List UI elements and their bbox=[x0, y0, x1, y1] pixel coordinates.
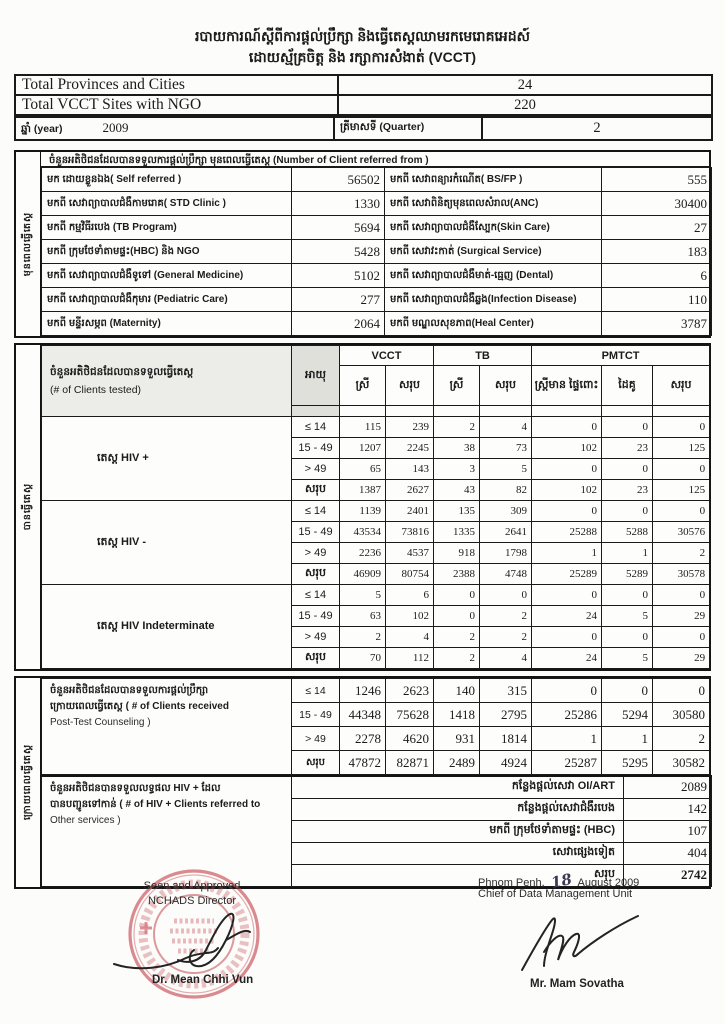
referred-row bbox=[42, 216, 712, 240]
tested-value: 2 bbox=[480, 606, 532, 627]
posttest-value: 2 bbox=[653, 727, 710, 751]
tested-value: 2245 bbox=[386, 438, 434, 459]
posttest-value: 4924 bbox=[480, 751, 532, 775]
age-cell: > 49 bbox=[292, 459, 340, 480]
subheader-tb-total: សរុប bbox=[480, 366, 532, 406]
posttest-value: 30582 bbox=[653, 751, 710, 775]
posttest-value: 2489 bbox=[434, 751, 480, 775]
summary-table bbox=[14, 74, 713, 116]
tested-row bbox=[42, 417, 710, 438]
tested-value: 4 bbox=[480, 648, 532, 669]
table-row bbox=[15, 117, 712, 140]
tested-value: 25289 bbox=[532, 564, 602, 585]
referred-value-left: 1330 bbox=[292, 192, 385, 216]
tested-value: 0 bbox=[602, 627, 653, 648]
posttest-value: 1814 bbox=[480, 727, 532, 751]
referred-label-right: មកពី សេវាវះកាត់ (Surgical Service) bbox=[385, 240, 602, 264]
tested-value: 65 bbox=[340, 459, 386, 480]
tested-value: 5 bbox=[480, 459, 532, 480]
posttest-label-line3: Post-Test Counseling ) bbox=[50, 717, 151, 728]
age-cell: សរុប bbox=[292, 480, 340, 501]
tested-value: 5 bbox=[340, 585, 386, 606]
posttest-label-line2: ក្រោយពេលធ្វើតេស្ត ( # of Clients received bbox=[50, 701, 229, 712]
tested-value: 112 bbox=[386, 648, 434, 669]
tested-value: 0 bbox=[532, 417, 602, 438]
age-cell: ≤ 14 bbox=[292, 679, 340, 703]
tested-value: 43 bbox=[434, 480, 480, 501]
tested-value: 6 bbox=[386, 585, 434, 606]
tested-value: 38 bbox=[434, 438, 480, 459]
posttest-value: 1 bbox=[602, 727, 653, 751]
tested-value: 4 bbox=[386, 627, 434, 648]
posttest-value: 1246 bbox=[340, 679, 386, 703]
year-value: 2009 bbox=[102, 119, 129, 135]
posttest-side-label: ក្រោយពេលធ្វើតេស្ត bbox=[16, 678, 41, 887]
referred-from-section bbox=[14, 150, 711, 338]
tested-value: 0 bbox=[532, 459, 602, 480]
tested-value: 2 bbox=[480, 627, 532, 648]
referred-label-right: មកពី សេវាព្យាបាលជំងឺឆ្លង(Infection Disease) bbox=[385, 288, 602, 312]
tested-value: 3 bbox=[434, 459, 480, 480]
referred-label-left: មកពី សេវាព្យាបាលជំងឺទូទៅ (General Medicine) bbox=[42, 264, 292, 288]
referred-label-left: មក ដោយខ្លួនឯង( Self referred ) bbox=[42, 168, 292, 192]
tested-value: 2 bbox=[434, 417, 480, 438]
tested-value: 115 bbox=[340, 417, 386, 438]
year-label: ឆ្នាំ (year) bbox=[21, 122, 63, 135]
tested-value: 0 bbox=[653, 459, 710, 480]
director-signature bbox=[108, 906, 288, 978]
tested-value: 1798 bbox=[480, 543, 532, 564]
age-cell: សរុប bbox=[292, 564, 340, 585]
referred-table bbox=[41, 167, 712, 336]
referred-out-value: 404 bbox=[624, 842, 712, 864]
age-cell: > 49 bbox=[292, 727, 340, 751]
referred-out-label-line3: Other services ) bbox=[50, 815, 121, 826]
tested-side-label: បានធ្វើតេស្ត bbox=[16, 345, 41, 669]
referred-out-label: សេវាផ្សេងទៀត bbox=[292, 842, 624, 864]
referred-row bbox=[42, 312, 712, 336]
date-rest-text: August 2009 bbox=[577, 877, 640, 889]
place-text: Phnom Penh, bbox=[478, 877, 545, 889]
referred-value-right: 30400 bbox=[602, 192, 712, 216]
referred-value-left: 56502 bbox=[292, 168, 385, 192]
subheader-tb-female: ស្រី bbox=[434, 366, 480, 406]
age-cell: 15 - 49 bbox=[292, 703, 340, 727]
posttest-value: 315 bbox=[480, 679, 532, 703]
tested-title-en: (# of Clients tested) bbox=[50, 384, 142, 396]
tested-value: 0 bbox=[602, 501, 653, 522]
tested-value: 0 bbox=[653, 501, 710, 522]
tested-value: 23 bbox=[602, 480, 653, 501]
age-cell: សរុប bbox=[292, 751, 340, 775]
group-header-tb: TB bbox=[434, 346, 532, 366]
chief-name: Mr. Mam Sovatha bbox=[530, 978, 624, 990]
referred-value-right: 183 bbox=[602, 240, 712, 264]
posttest-value: 1 bbox=[532, 727, 602, 751]
referred-out-label: កន្លែងផ្តល់សេវាជំងឺរបេង bbox=[292, 798, 624, 820]
tested-value: 239 bbox=[386, 417, 434, 438]
posttest-value: 0 bbox=[532, 679, 602, 703]
tested-value: 0 bbox=[532, 501, 602, 522]
tested-value: 30576 bbox=[653, 522, 710, 543]
period-table bbox=[14, 116, 713, 141]
referred-row bbox=[42, 192, 712, 216]
tested-value: 1 bbox=[532, 543, 602, 564]
tested-value: 125 bbox=[653, 480, 710, 501]
tested-section bbox=[14, 343, 711, 671]
referred-label-left: មកពី កម្មវិធីរបេង (TB Program) bbox=[42, 216, 292, 240]
tested-value: 4537 bbox=[386, 543, 434, 564]
subheader-pmtct-total: សរុប bbox=[653, 366, 710, 406]
tested-value: 0 bbox=[653, 417, 710, 438]
tested-value: 1 bbox=[602, 543, 653, 564]
tested-title-km: ចំនួនអតិថិជនដែលបានទទួលធ្វើតេស្ត bbox=[50, 366, 194, 378]
age-cell: សរុប bbox=[292, 648, 340, 669]
referred-out-value: 107 bbox=[624, 820, 712, 842]
referred-out-row bbox=[42, 776, 712, 798]
subheader-pmtct-pregnant: ស្ត្រីមាន ផ្ទៃពោះ bbox=[532, 366, 602, 406]
tested-value: 2236 bbox=[340, 543, 386, 564]
tested-table bbox=[41, 345, 710, 669]
age-cell: ≤ 14 bbox=[292, 417, 340, 438]
tested-value: 29 bbox=[653, 648, 710, 669]
chief-signature bbox=[512, 908, 652, 978]
posttest-value: 25286 bbox=[532, 703, 602, 727]
tested-value: 82 bbox=[480, 480, 532, 501]
referred-label-right: មកពី សេវាព្យាបាលជំងឺមាត់-ធ្មេញ (Dental) bbox=[385, 264, 602, 288]
referred-label-left: មកពី ក្រុមថែទាំតាមផ្ទះ(HBC) និង NGO bbox=[42, 240, 292, 264]
tested-value: 2 bbox=[434, 627, 480, 648]
seen-approved-text: Seen and Approved bbox=[143, 880, 241, 892]
tested-value: 4 bbox=[480, 417, 532, 438]
group-header-pmtct: PMTCT bbox=[532, 346, 710, 366]
tested-section-label: តេស្ត HIV Indeterminate bbox=[42, 585, 292, 669]
tested-value: 24 bbox=[532, 606, 602, 627]
referred-out-label: មកពី ក្រុមថែទាំតាមផ្ទះ (HBC) bbox=[292, 820, 624, 842]
referred-out-value: 142 bbox=[624, 798, 712, 820]
quarter-label: ត្រីមាសទី (Quarter) bbox=[334, 117, 482, 140]
referred-label-right: មកពី សេវាព្យាបាលជំងឺស្បែក(Skin Care) bbox=[385, 216, 602, 240]
referred-out-label: កន្លែងផ្តល់សេវា OI/ART bbox=[292, 776, 624, 798]
age-cell: ≤ 14 bbox=[292, 585, 340, 606]
tested-value: 0 bbox=[602, 459, 653, 480]
referred-value-left: 5694 bbox=[292, 216, 385, 240]
handwritten-day: 18 bbox=[549, 870, 574, 892]
tested-value: 143 bbox=[386, 459, 434, 480]
referred-label-right: មកពី សេវាពិនិត្យមុនពេលសំរាល(ANC) bbox=[385, 192, 602, 216]
tested-value: 2641 bbox=[480, 522, 532, 543]
referred-row bbox=[42, 264, 712, 288]
posttest-value: 0 bbox=[602, 679, 653, 703]
total-sites-value: 220 bbox=[338, 95, 712, 115]
tested-row bbox=[42, 585, 710, 606]
referred-value-left: 277 bbox=[292, 288, 385, 312]
nchads-director-text: NCHADS Director bbox=[147, 895, 236, 907]
referred-value-right: 3787 bbox=[602, 312, 712, 336]
tested-value: 1139 bbox=[340, 501, 386, 522]
referred-label-left: មកពី សេវាព្យាបាលជំងឺកាមរោគ( STD Clinic ) bbox=[42, 192, 292, 216]
referred-out-value: 2742 bbox=[624, 864, 712, 886]
referred-side-label: មុនពេលធ្វើតេស្ត bbox=[16, 152, 41, 336]
posttest-value: 82871 bbox=[386, 751, 434, 775]
age-cell: 15 - 49 bbox=[292, 606, 340, 627]
tested-value: 0 bbox=[532, 627, 602, 648]
tested-value: 102 bbox=[532, 438, 602, 459]
director-name: Dr. Mean Chhi Vun bbox=[152, 974, 254, 986]
tested-value: 25288 bbox=[532, 522, 602, 543]
tested-value: 0 bbox=[653, 585, 710, 606]
referred-row bbox=[42, 168, 712, 192]
tested-title-cell bbox=[42, 346, 292, 417]
posttest-description bbox=[42, 679, 292, 775]
group-header-vcct: VCCT bbox=[340, 346, 434, 366]
posttest-value: 4620 bbox=[386, 727, 434, 751]
total-sites-label: Total VCCT Sites with NGO bbox=[15, 95, 338, 115]
tested-value: 0 bbox=[480, 585, 532, 606]
posttest-value: 0 bbox=[653, 679, 710, 703]
tested-value: 102 bbox=[386, 606, 434, 627]
table-row bbox=[15, 95, 712, 115]
tested-value: 2 bbox=[653, 543, 710, 564]
tested-section-label: តេស្ត HIV - bbox=[42, 501, 292, 585]
posttest-value: 47872 bbox=[340, 751, 386, 775]
tested-value: 43534 bbox=[340, 522, 386, 543]
posttest-value: 2278 bbox=[340, 727, 386, 751]
posttest-value: 5295 bbox=[602, 751, 653, 775]
tested-value: 135 bbox=[434, 501, 480, 522]
total-provinces-label: Total Provinces and Cities bbox=[15, 75, 338, 95]
tested-group-header-row bbox=[42, 346, 710, 366]
tested-value: 5288 bbox=[602, 522, 653, 543]
tested-value: 5 bbox=[602, 648, 653, 669]
age-cell: 15 - 49 bbox=[292, 438, 340, 459]
report-title-line1: របាយការណ៍ស្តីពីការផ្តល់ប្រឹក្សា និងធ្វើតេស្តឈាមរកមេរោគអេដស៍ bbox=[194, 28, 531, 44]
age-cell: > 49 bbox=[292, 627, 340, 648]
quarter-value: 2 bbox=[482, 117, 712, 140]
tested-value: 30578 bbox=[653, 564, 710, 585]
tested-value: 4748 bbox=[480, 564, 532, 585]
tested-value: 2627 bbox=[386, 480, 434, 501]
posttest-value: 75628 bbox=[386, 703, 434, 727]
posttest-value: 30580 bbox=[653, 703, 710, 727]
posttest-label-line1: ចំនួនអតិថិជនដែលបានទទួលការផ្តល់ប្រឹក្សា bbox=[50, 685, 209, 696]
referred-out-label-line1: ចំនួនអតិថិជនបានទទួលលទ្ធផល HIV + ដែល bbox=[50, 783, 221, 794]
tested-value: 80754 bbox=[386, 564, 434, 585]
tested-value: 0 bbox=[434, 606, 480, 627]
tested-value: 0 bbox=[653, 627, 710, 648]
table-row bbox=[15, 75, 712, 95]
referred-label-right: មកពី សេវាពន្យារកំណើត( BS/FP ) bbox=[385, 168, 602, 192]
tested-value: 73 bbox=[480, 438, 532, 459]
posttest-table bbox=[41, 678, 710, 775]
report-title-line2: ដោយស្ម័គ្រចិត្ត និង រក្សាការសំងាត់ (VCCT) bbox=[248, 49, 477, 65]
posttest-value: 931 bbox=[434, 727, 480, 751]
tested-value: 102 bbox=[532, 480, 602, 501]
tested-value: 0 bbox=[602, 417, 653, 438]
tested-value: 2388 bbox=[434, 564, 480, 585]
age-cell: > 49 bbox=[292, 543, 340, 564]
subheader-pmtct-partner: ដៃគូ bbox=[602, 366, 653, 406]
referred-out-label: សរុប bbox=[292, 864, 624, 886]
tested-value: 918 bbox=[434, 543, 480, 564]
posttest-row bbox=[42, 679, 710, 703]
referred-value-left: 5102 bbox=[292, 264, 385, 288]
tested-value: 0 bbox=[434, 585, 480, 606]
tested-value: 63 bbox=[340, 606, 386, 627]
tested-value: 1335 bbox=[434, 522, 480, 543]
tested-value: 29 bbox=[653, 606, 710, 627]
referred-label-left: មកពី សេវាព្យាបាលជំងឺកុមារ (Pediatric Care) bbox=[42, 288, 292, 312]
referred-row bbox=[42, 240, 712, 264]
tested-row bbox=[42, 501, 710, 522]
subheader-vcct-female: ស្រី bbox=[340, 366, 386, 406]
tested-value: 0 bbox=[602, 585, 653, 606]
tested-value: 1207 bbox=[340, 438, 386, 459]
tested-value: 2401 bbox=[386, 501, 434, 522]
age-cell: ≤ 14 bbox=[292, 501, 340, 522]
tested-section-label: តេស្ត HIV + bbox=[42, 417, 292, 501]
tested-value: 23 bbox=[602, 438, 653, 459]
tested-value: 1387 bbox=[340, 480, 386, 501]
referred-out-label-line2: បានបញ្ជូនទៅកាន់ ( # of HIV + Clients referred to bbox=[50, 799, 261, 810]
total-provinces-value: 24 bbox=[338, 75, 712, 95]
posttest-value: 5294 bbox=[602, 703, 653, 727]
tested-value: 70 bbox=[340, 648, 386, 669]
tested-value: 5 bbox=[602, 606, 653, 627]
subheader-vcct-total: សរុប bbox=[386, 366, 434, 406]
tested-value: 309 bbox=[480, 501, 532, 522]
posttest-value: 44348 bbox=[340, 703, 386, 727]
posttest-value: 2795 bbox=[480, 703, 532, 727]
referred-value-right: 555 bbox=[602, 168, 712, 192]
tested-value: 0 bbox=[532, 585, 602, 606]
chief-title-text: Chief of Data Management Unit bbox=[478, 888, 633, 900]
referred-value-right: 27 bbox=[602, 216, 712, 240]
tested-value: 73816 bbox=[386, 522, 434, 543]
age-column-header: អាយុ bbox=[292, 346, 340, 406]
report-title bbox=[0, 26, 725, 68]
referred-value-left: 2064 bbox=[292, 312, 385, 336]
year-cell bbox=[15, 117, 334, 140]
footer bbox=[0, 868, 725, 1024]
tested-value: 2 bbox=[434, 648, 480, 669]
posttest-value: 25287 bbox=[532, 751, 602, 775]
posttest-value: 2623 bbox=[386, 679, 434, 703]
referred-row bbox=[42, 288, 712, 312]
tested-value: 46909 bbox=[340, 564, 386, 585]
tested-value: 2 bbox=[340, 627, 386, 648]
tested-value: 125 bbox=[653, 438, 710, 459]
posttest-value: 1418 bbox=[434, 703, 480, 727]
referred-label-left: មកពី មន្ទីរសម្ភព (Maternity) bbox=[42, 312, 292, 336]
posttest-section bbox=[14, 676, 711, 889]
posttest-value: 140 bbox=[434, 679, 480, 703]
referred-value-right: 6 bbox=[602, 264, 712, 288]
referred-label-right: មកពី មណ្ឌលសុខភាព(Heal Center) bbox=[385, 312, 602, 336]
referred-value-left: 5428 bbox=[292, 240, 385, 264]
tested-value: 5289 bbox=[602, 564, 653, 585]
tested-value: 24 bbox=[532, 648, 602, 669]
referred-section-header: ចំនួនអតិថិជនដែលបានទទួលការផ្តល់ប្រឹក្សា មុនពេលធ្វើតេស្ត (Number of Client referred from ) bbox=[41, 152, 709, 167]
referred-out-value: 2089 bbox=[624, 776, 712, 798]
referred-value-right: 110 bbox=[602, 288, 712, 312]
age-cell: 15 - 49 bbox=[292, 522, 340, 543]
